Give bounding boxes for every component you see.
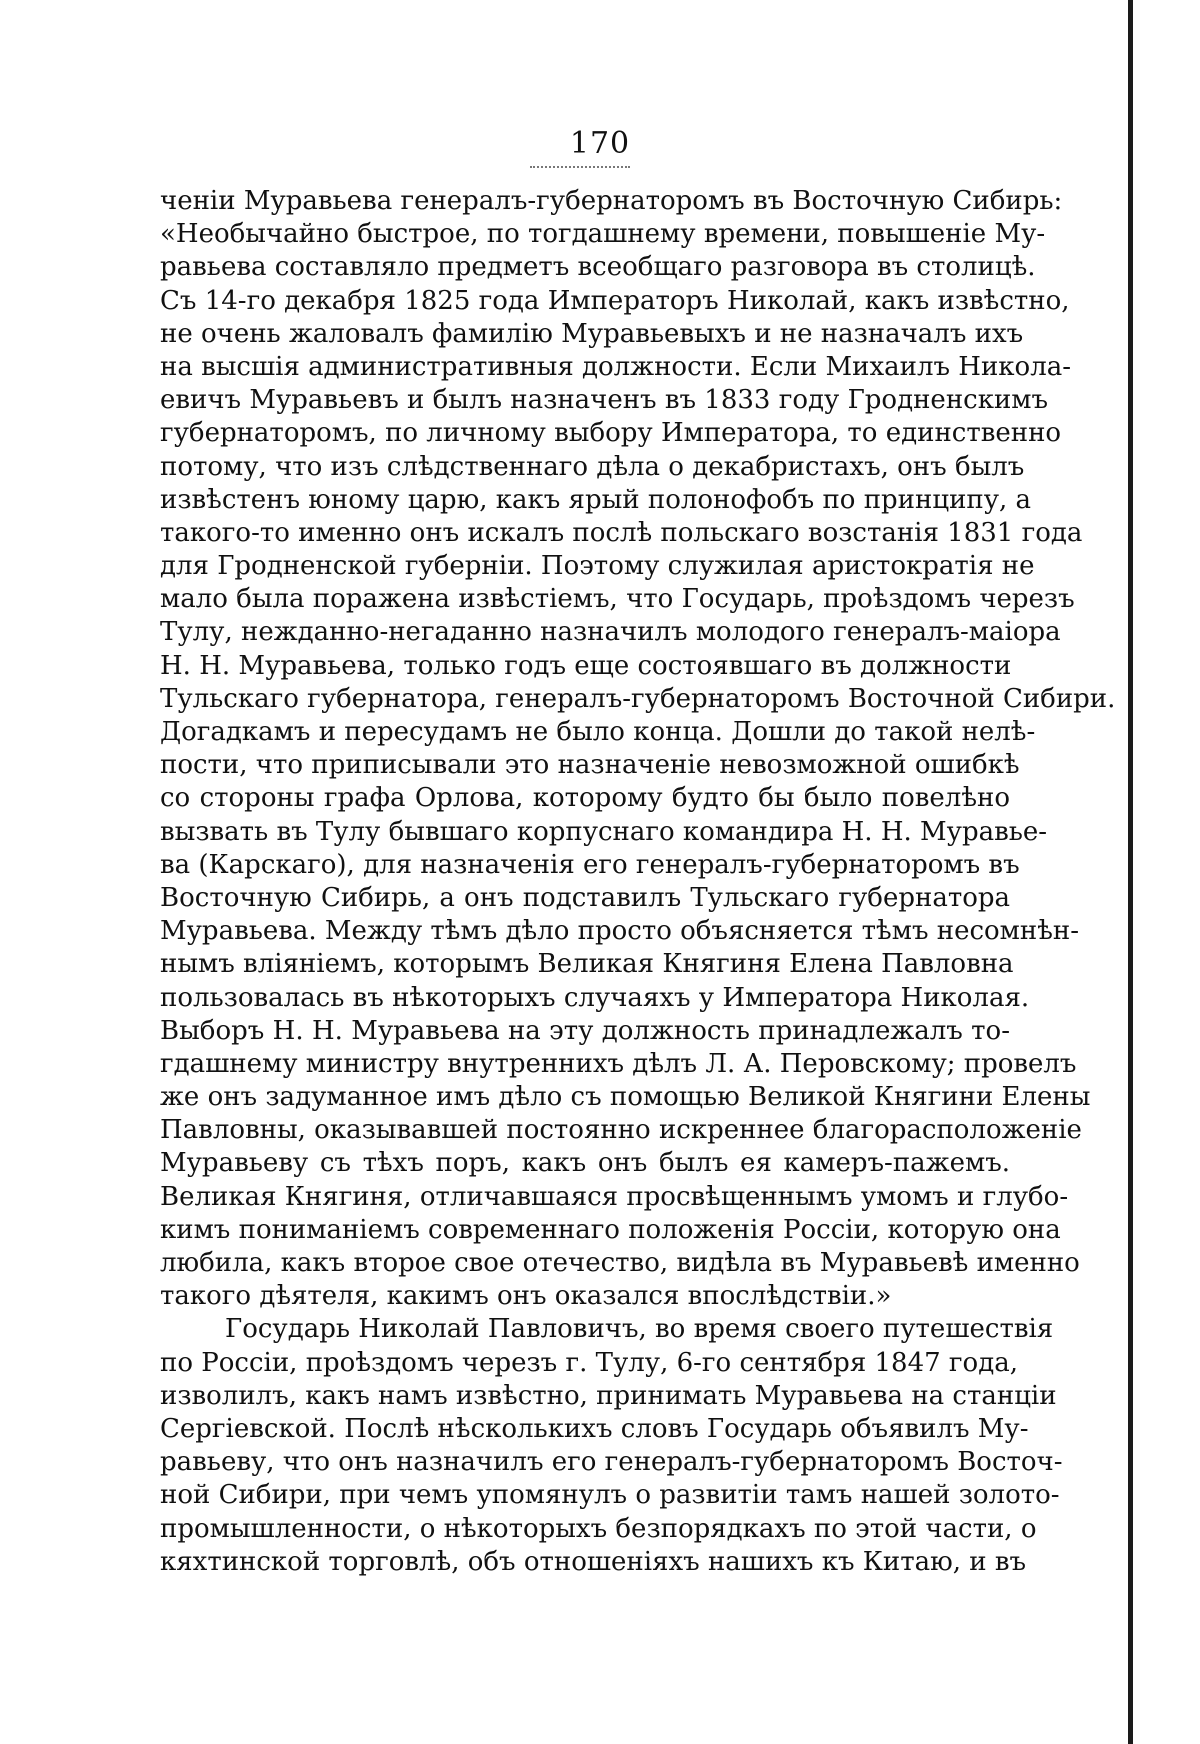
text-line: же онъ задуманное имъ дѣло съ помощью Великой Княгини Елены [160, 1082, 1091, 1113]
text-line: на высшія административныя должности. Если Михаилъ Никола- [160, 351, 1072, 382]
text-line: по Россіи, проѣздомъ черезъ г. Тулу, 6-го сентября 1847 года, [160, 1347, 1018, 1378]
text-line: не очень жаловалъ фамилію Муравьевыхъ и не назначалъ ихъ [160, 318, 1024, 349]
text-line: губернаторомъ, по личному выбору Императора, то единственно [160, 418, 1062, 449]
text-line: вызвать въ Тулу бывшаго корпуснаго командира Н. Н. Муравье- [160, 816, 1048, 847]
text-line: потому, что изъ слѣдственнаго дѣла о декабристахъ, онъ былъ [160, 451, 1025, 482]
text-line: Догадкамъ и пересудамъ не было конца. Дошли до такой нелѣ- [160, 717, 1036, 747]
text-line: нымъ вліяніемъ, которымъ Великая Княгиня Елена Павловна [160, 949, 1014, 980]
text-line: пользовалась въ нѣкоторыхъ случаяхъ у Императора Николая. [160, 982, 1030, 1013]
text-line: любила, какъ второе свое отечество, видѣла въ Муравьевѣ именно [160, 1248, 1080, 1278]
text-line: Муравьева. Между тѣмъ дѣло просто объясняется тѣмъ несомнѣн- [160, 916, 1080, 947]
text-line: Тульскаго губернатора, генералъ-губернаторомъ Восточной Сибири. [160, 683, 1116, 714]
page-number-underline [530, 166, 630, 168]
text-line: евичъ Муравьевъ и былъ назначенъ въ 1833 году Гродненскимъ [160, 385, 1049, 416]
text-line: Восточную Сибирь, а онъ подставилъ Тульскаго губернатора [160, 882, 1010, 913]
text-line: кимъ пониманіемъ современнаго положенія Россіи, которую она [160, 1214, 1061, 1245]
text-line: со стороны графа Орлова, которому будто бы было повелѣно [160, 783, 1010, 814]
text-line: ва (Карскаго), для назначенія его генералъ-губернаторомъ въ [160, 849, 1020, 880]
text-line: промышленности, о нѣкоторыхъ безпорядкахъ по этой части, о [160, 1513, 1037, 1544]
text-line: Выборъ Н. Н. Муравьева на эту должность принадлежалъ то- [160, 1015, 1010, 1046]
text-line: Павловны, оказывавшей постоянно искреннее благорасположеніе [160, 1115, 1082, 1146]
text-line: пости, что приписывали это назначеніе невозможной ошибкѣ [160, 750, 1020, 781]
text-line: ной Сибири, при чемъ упомянулъ о развитіи тамъ нашей золото- [160, 1480, 1060, 1511]
text-line: для Гродненской губерніи. Поэтому служилая аристократія не [160, 551, 1035, 582]
text-line: Съ 14-го декабря 1825 года Императоръ Николай, какъ извѣстно, [160, 285, 1070, 316]
text-line: мало была поражена извѣстіемъ, что Государь, проѣздомъ черезъ [160, 584, 1075, 615]
text-line: изволилъ, какъ намъ извѣстно, принимать Муравьева на станціи [160, 1380, 1057, 1411]
text-line: равьеву, что онъ назначилъ его генералъ-губернаторомъ Восточ- [160, 1447, 1063, 1478]
text-line: равьева составляло предметъ всеобщаго разговора въ столицѣ. [160, 252, 1036, 283]
page-number: 170 [569, 126, 631, 161]
text-line: Муравьеву съ тѣхъ поръ, какъ онъ былъ ея камеръ-пажемъ. [160, 1148, 1010, 1179]
text-line: Государь Николай Павловичъ, во время своего путешествія [225, 1314, 1054, 1345]
text-line: такого-то именно онъ искалъ послѣ польскаго возстанія 1831 года [160, 517, 1083, 548]
text-line: Н. Н. Муравьева, только годъ еще состоявшаго въ должности [160, 650, 1012, 681]
text-line: извѣстенъ юному царю, какъ ярый полонофобъ по принципу, а [160, 484, 1032, 515]
text-line: Сергіевской. Послѣ нѣсколькихъ словъ Государь объявилъ Му- [160, 1413, 1029, 1444]
text-line: гдашнему министру внутреннихъ дѣлъ Л. А. Перовскому; провелъ [160, 1048, 1077, 1079]
text-line: Великая Княгиня, отличавшаяся просвѣщеннымъ умомъ и глубо- [160, 1181, 1069, 1212]
text-line: «Необычайно быстрое, по тогдашнему времени, повышеніе Му- [160, 219, 1046, 250]
text-line: Тулу, нежданно-негаданно назначилъ молодого генералъ-маіора [160, 617, 1061, 648]
page-edge-line [1128, 0, 1133, 1744]
text-line: кяхтинской торговлѣ, объ отношеніяхъ нашихъ къ Китаю, и въ [160, 1546, 1027, 1577]
text-line: ченіи Муравьева генералъ-губернаторомъ въ Восточную Сибирь: [160, 186, 1063, 216]
text-line: такого дѣятеля, какимъ онъ оказался впослѣдствіи.» [160, 1281, 892, 1312]
body-text [160, 185, 1116, 1579]
